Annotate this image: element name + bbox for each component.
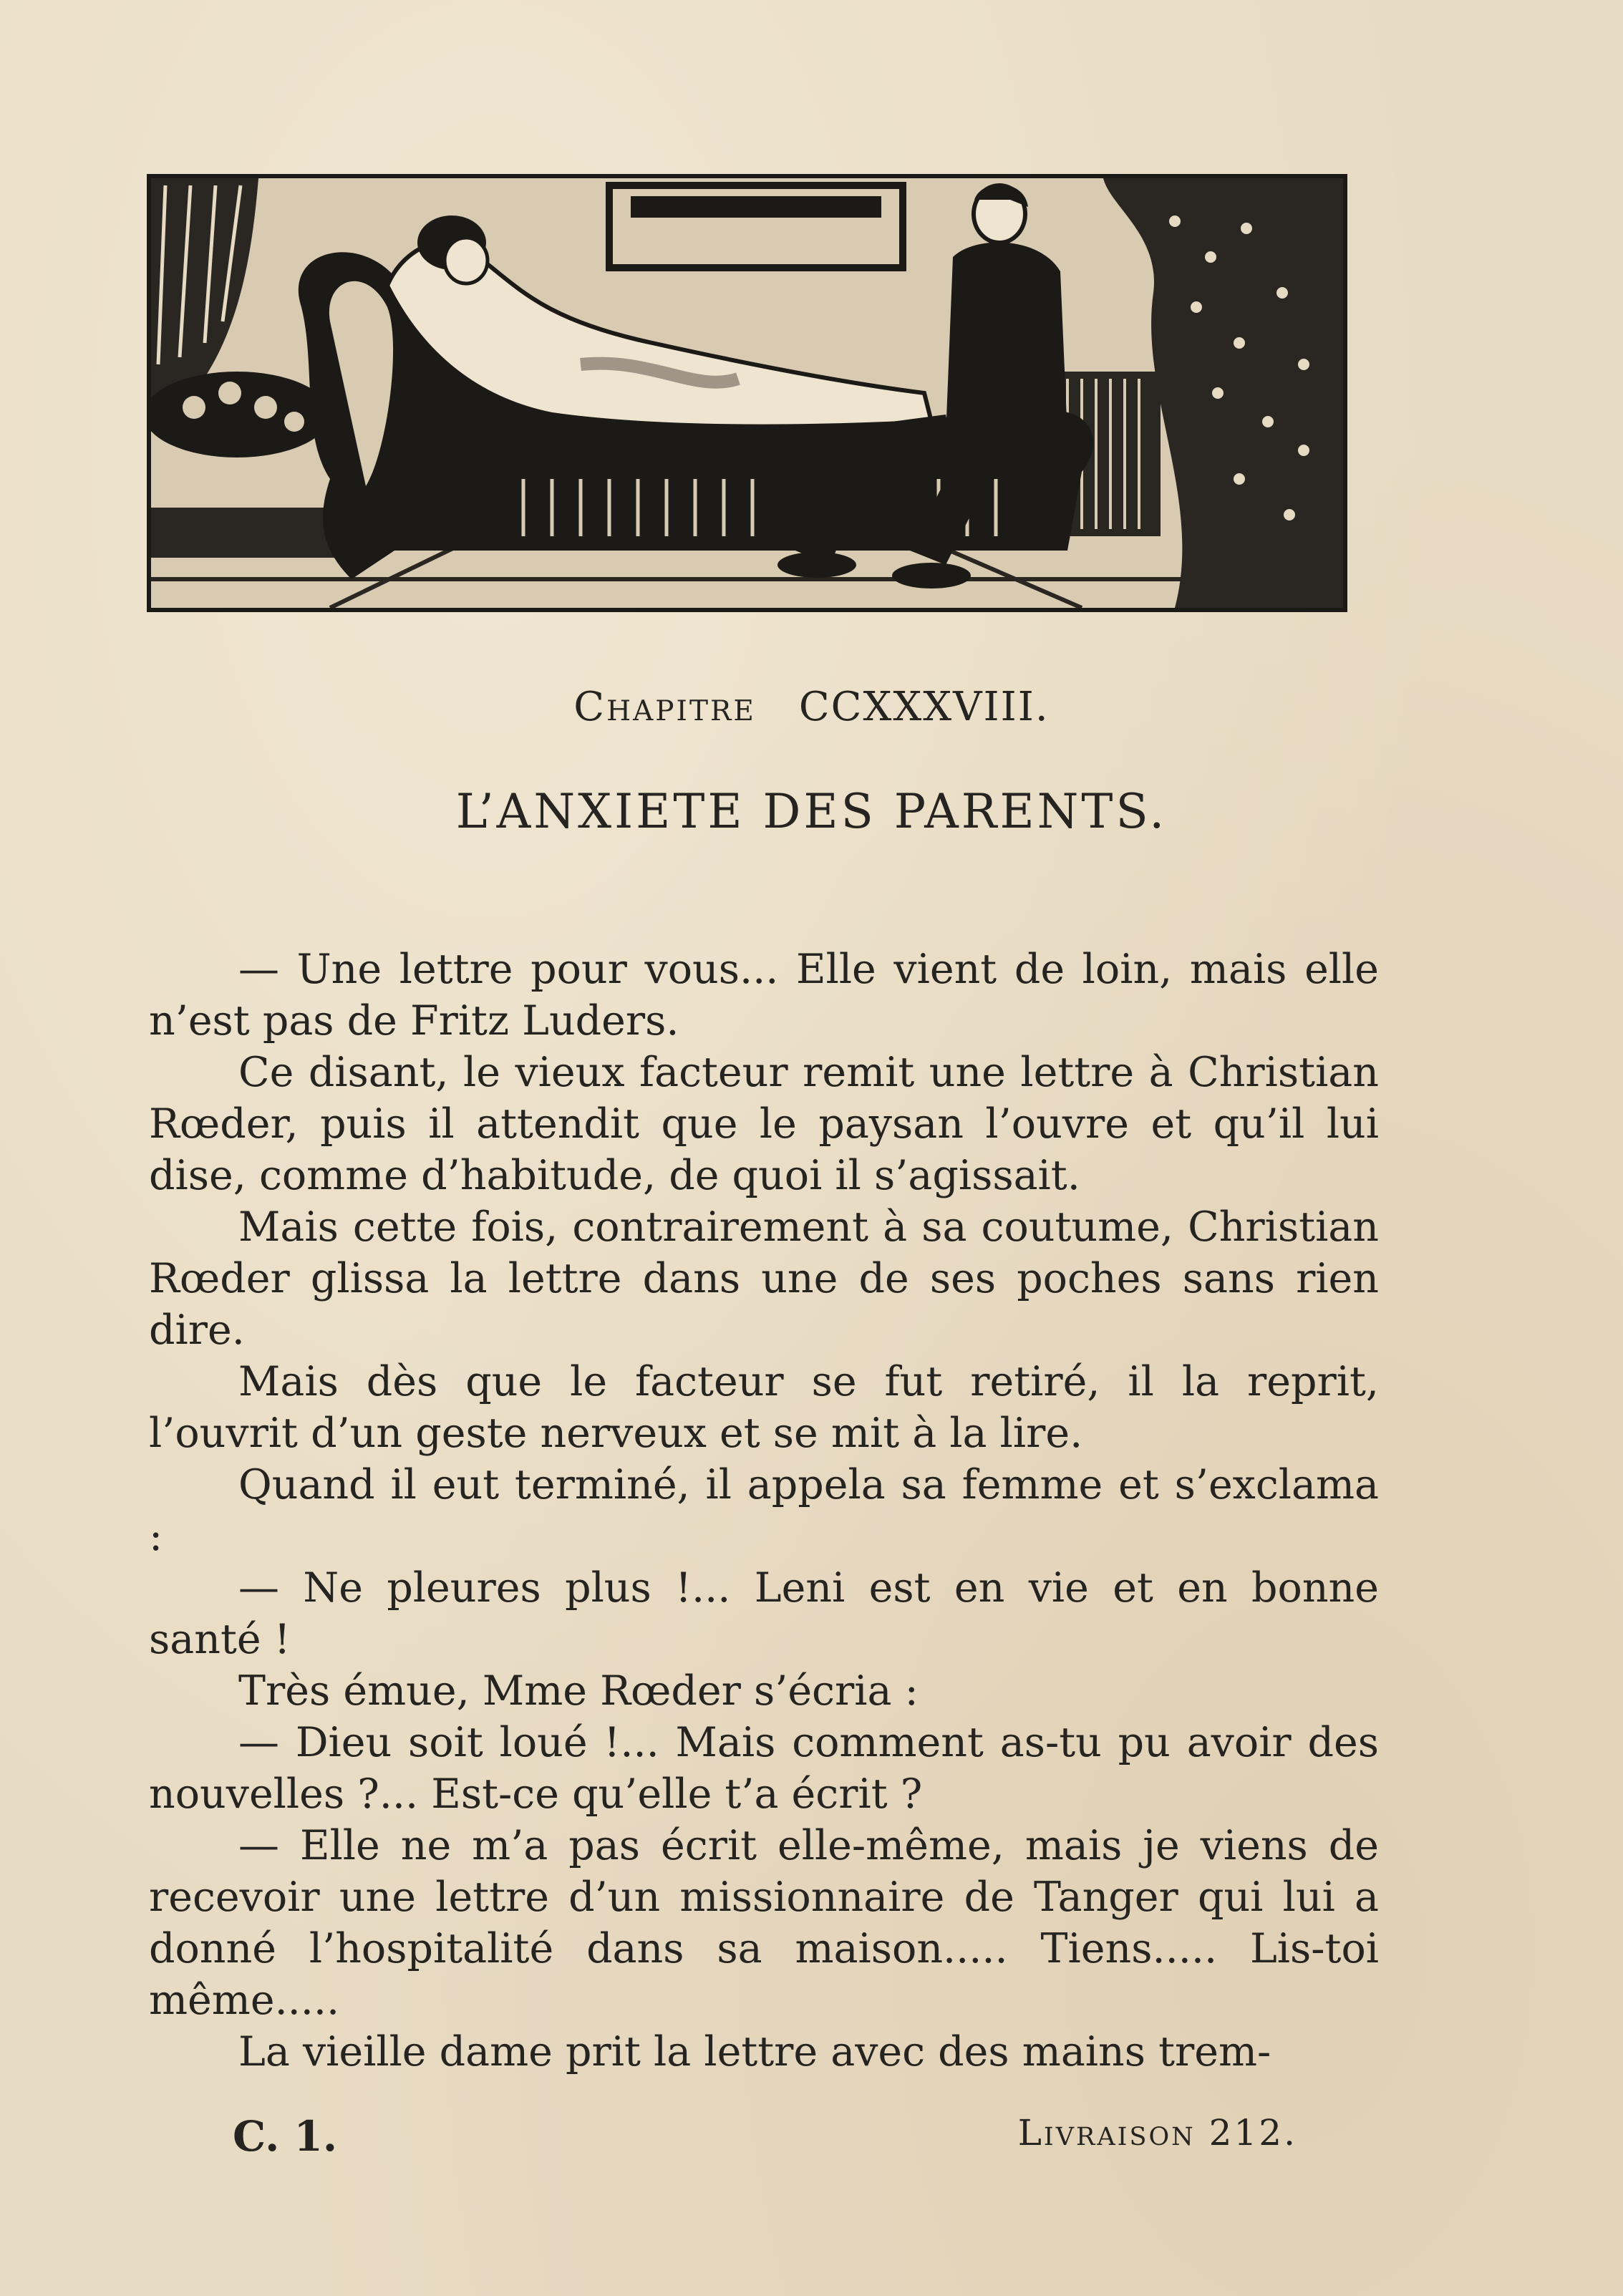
paragraph: La vieille dame prit la lettre avec des mains trem-: [238, 2028, 1271, 2075]
paragraph: Ce disant, le vieux facteur remit une lettre à Christian Rœder, puis il attendit que le paysan l’ouvre et qu’il lui dise, comme d’habitude, de quoi il s’agissait.: [149, 1049, 1379, 1199]
issue-number: Livraison 212.: [1017, 2112, 1297, 2154]
chapter-number: CCXXXVIII.: [798, 684, 1050, 730]
paragraph: — Ne pleures plus !... Leni est en vie et en bonne santé !: [149, 1564, 1379, 1663]
chapter-title: L’ANXIETE DES PARENTS.: [455, 784, 1168, 839]
chapter-illustration: [147, 174, 1347, 612]
parlour-scene-engraving: [151, 178, 1343, 608]
signature-mark: C. 1.: [233, 2112, 338, 2161]
paragraph: — Elle ne m’a pas écrit elle-même, mais je viens de recevoir une lettre d’un missionnaire de Tanger qui lui a donné l’hospitalité dans sa maison..... Tiens..... Lis-toi même.....: [149, 1822, 1379, 2024]
chapter-label: Chapitre: [573, 684, 756, 730]
paragraph: Mais cette fois, contrairement à sa coutume, Christian Rœder glissa la lettre dans une de ses poches sans rien dire.: [149, 1203, 1379, 1354]
chapter-heading: [0, 684, 1623, 730]
paragraph: Très émue, Mme Rœder s’écria :: [238, 1667, 919, 1715]
chapter-text: [149, 944, 1379, 2078]
paragraph: Quand il eut terminé, il appela sa femme et s’exclama :: [149, 1461, 1379, 1560]
paragraph: — Dieu soit loué !... Mais comment as-tu pu avoir des nouvelles ?... Est-ce qu’elle t’a écrit ?: [149, 1719, 1379, 1818]
paragraph: Mais dès que le facteur se fut retiré, il la reprit, l’ouvrit d’un geste nerveux et se mit à la lire.: [149, 1358, 1379, 1457]
paragraph: — Une lettre pour vous... Elle vient de loin, mais elle n’est pas de Fritz Luders.: [149, 946, 1379, 1045]
